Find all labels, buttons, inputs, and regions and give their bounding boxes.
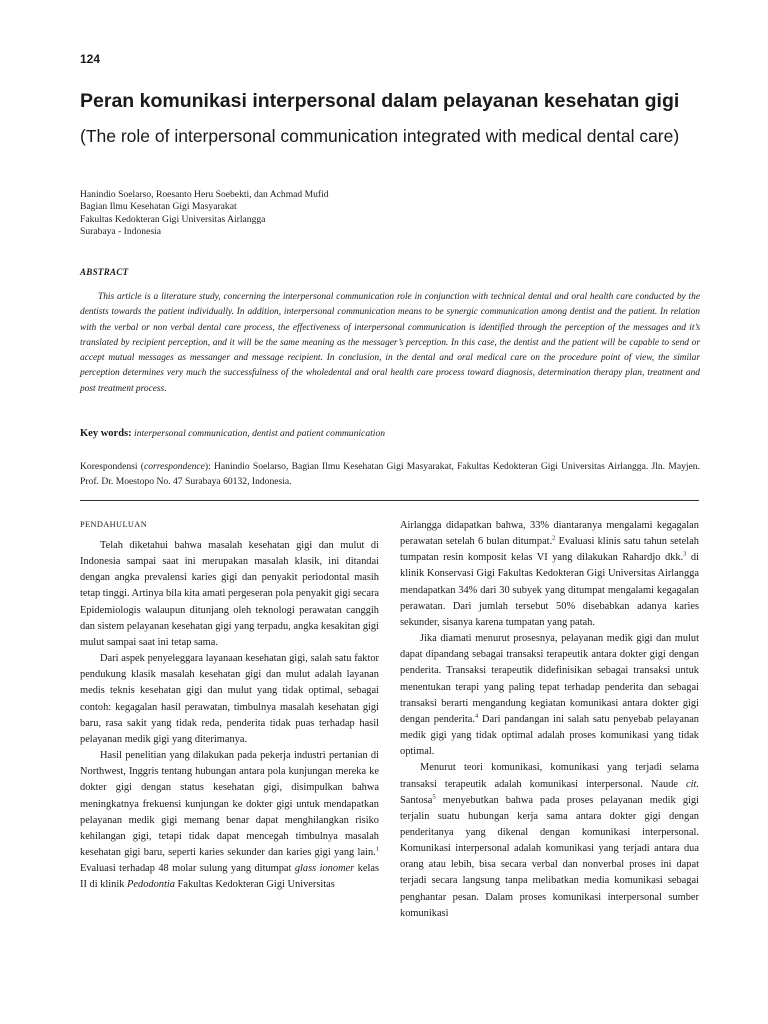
reference-mark: 2 bbox=[552, 534, 556, 542]
article-subtitle: (The role of interpersonal communication integrated with medical dental care) bbox=[80, 126, 680, 146]
body-column-right bbox=[400, 518, 699, 922]
correspondence-text: ): Hanindio Soelarso, Bagian Ilmu Kesehatan Gigi Masyarakat, Fakultas Kedokteran Gigi Universitas Airlangga. Jln. Mayjen. Prof. Dr. Moestopo No. 47 Surabaya 60132, Indonesia. bbox=[80, 461, 701, 487]
paragraph-text: kelas II di klinik bbox=[80, 863, 379, 891]
authors: Hanindio Soelarso, Roesanto Heru Soebekti, dan Achmad Mufid bbox=[80, 189, 329, 200]
keywords bbox=[80, 428, 700, 439]
article-title: Peran komunikasi interpersonal dalam pelayanan kesehatan gigi bbox=[80, 90, 680, 112]
correspondence bbox=[80, 459, 700, 489]
paragraph-text: Evaluasi terhadap 48 molar sulung yang ditumpat bbox=[80, 863, 295, 875]
affiliation-city: Surabaya - Indonesia bbox=[80, 226, 161, 238]
paragraph-text: menyebutkan bahwa pada proses pelayanan medik gigi terjalin suatu hubungan kerja sama antara dokter gigi dengan penderitanya yang dikenal dengan komunikasi interpersonal. Komunikasi interpersonal adalah komunikasi yang terjadi antara dua orang atau lebih, bisa secara verbal dan nonverbal proses ini dapat terjadi secara langsung tanpa melibatkan media komunikasi sebagai penghantar pesan. Dalam proses komunikasi interpersonal sumber komunikasi bbox=[400, 794, 699, 919]
paragraph bbox=[80, 748, 379, 893]
affiliation-faculty: Fakultas Kedokteran Gigi Universitas Airlangga bbox=[80, 213, 266, 225]
paragraph-text: di klinik Konservasi Gigi Fakultas Kedokteran Gigi Universitas Airlangga mendapatkan 34% dari 30 subyek yang ditumpat mengalami kegagalan perawatan. Dari jumlah tersebut 50% disebabkan adanya karies sekunder, sisanya karena tumpatan yang patah. bbox=[400, 552, 699, 628]
paragraph-text: Menurut teori komunikasi, komunikasi yang terjadi selama transaksi terapeutik adalah komunikasi interpersonal. Naude bbox=[400, 762, 699, 790]
keywords-label: Key words: bbox=[80, 428, 132, 439]
paragraph-text: Santosa bbox=[400, 794, 433, 806]
paragraph bbox=[400, 631, 699, 760]
section-heading: PENDAHULUAN bbox=[80, 520, 148, 529]
paragraph-text: Jika diamati menurut prosesnya, pelayanan medik gigi dan mulut dapat dipandang sebagai transaksi terapeutik antara dokter gigi dengan penderita. Transaksi terapeutik didefinisikan sebagai transaksi untuk menentukan terapi yang paling tepat terhadap penderita dan sebagai transaksi berarti mengandung kegiatan komunikasi antara dokter gigi dengan penderita. bbox=[400, 633, 699, 725]
correspondence-prefix: Korespondensi ( bbox=[80, 461, 144, 472]
page-number: 124 bbox=[80, 52, 101, 66]
keywords-text: interpersonal communication, dentist and patient communication bbox=[134, 428, 386, 439]
paragraph: Telah diketahui bahwa masalah kesehatan gigi dan mulut di Indonesia sampai saat ini merupakan masalah klasik, ini ditandai dengan angka prevalensi karies gigi dan penyakit periodontal masih tetap tinggi. Artinya bila kita amati pergeseran pola penyakit gigi secara Epidemiologis walaupun ditunjang oleh teknologi perawatan canggih dan sistem pelayanan kesehatan gigi yang terpadu, angka kesakitan gigi mulut sampai saat ini tetap sama. bbox=[80, 540, 380, 648]
paragraph-text: Fakultas Kedokteran Gigi Universitas bbox=[174, 879, 335, 891]
paragraph bbox=[400, 518, 699, 631]
reference-mark: 5 bbox=[432, 793, 436, 801]
paragraph: Dari aspek penyeleggara layanaan kesehatan gigi, salah satu faktor pendukung klasik masalah kesehatan gigi dan mulut adalah layanan medis teknis kesehatan gigi dan mulut yang tidak optimal, sebagai contoh: kegagalan hasil perawatan, timbulnya masalah kesehatan gigi baru, rasa sakit yang tidak reda, penderita tidak puas terhadap hasil pelayanan medik gigi yang diterimanya. bbox=[80, 653, 379, 745]
paragraph-text: Hasil penelitian yang dilakukan pada pekerja industri pertanian di Northwest, Inggris tentang hubungan antara pola kunjungan mereka ke dokter gigi dengan status kesehatan gigi, disimpulkan bahwa meningkatnya frekuensi kunjungan ke dokter gigi untuk mendapatkan pelayanan medik gigi memang benar dapat menghilangkan risiko kehilangan gigi, tetapi tidak dapat mencegah timbulnya masalah kesehatan gigi baru, seperti karies sekunder dan karies gigi yang lain. bbox=[80, 750, 379, 858]
reference-mark: 3 bbox=[683, 550, 687, 558]
abstract-text: This article is a literature study, concerning the interpersonal communication role in conjunction with technical dental and oral health care conducted by the dentists towards the patient individually. In addition, interpersonal communication means to be synergic communication among dentist and the patient. In relation with the verbal or non verbal dental care process, the effectiveness of interpersonal communication is identified through the perception of the messages and it’s translated by recipient perception, and it will be the same meaning as the messager’s perception. In this case, the dentist and the patient will be capable to send or accept mutual messages as messanger and message recipient. In conclusion, in the dental and oral medical care on the procedure point of view, the similar perception determines very much the successfulness of the wholedental and oral health care process toward diagnosis, determination therapy plan, treatment and post treatment process. bbox=[80, 292, 700, 394]
paragraph-text: Evaluasi klinis satu tahun setelah tumpatan resin komposit kelas VI yang dilakukan Rahardjo dkk. bbox=[400, 536, 699, 564]
body-column-left bbox=[80, 518, 379, 893]
reference-mark: 4 bbox=[475, 712, 479, 720]
author-block bbox=[80, 189, 720, 239]
paragraph bbox=[400, 760, 699, 922]
italic-term: Pedodontia bbox=[127, 879, 175, 891]
reference-mark: 1 bbox=[375, 845, 379, 853]
horizontal-rule bbox=[80, 500, 699, 501]
italic-term: cit. bbox=[686, 778, 699, 790]
affiliation-department: Bagian Ilmu Kesehatan Gigi Masyarakat bbox=[80, 201, 237, 213]
paragraph-text: Airlangga didapatkan bahwa, 33% diantaranya mengalami kegagalan perawatan setelah 6 bulan ditumpat. bbox=[400, 520, 699, 548]
abstract-heading: ABSTRACT bbox=[80, 267, 129, 277]
italic-term: glass ionomer bbox=[294, 863, 355, 875]
correspondence-italic: correspondence bbox=[143, 461, 205, 472]
paragraph-text: Dari pandangan ini salah satu penyebab pelayanan medik gigi yang tidak optimal adalah proses komunikasi yang tidak optimal. bbox=[400, 713, 699, 758]
